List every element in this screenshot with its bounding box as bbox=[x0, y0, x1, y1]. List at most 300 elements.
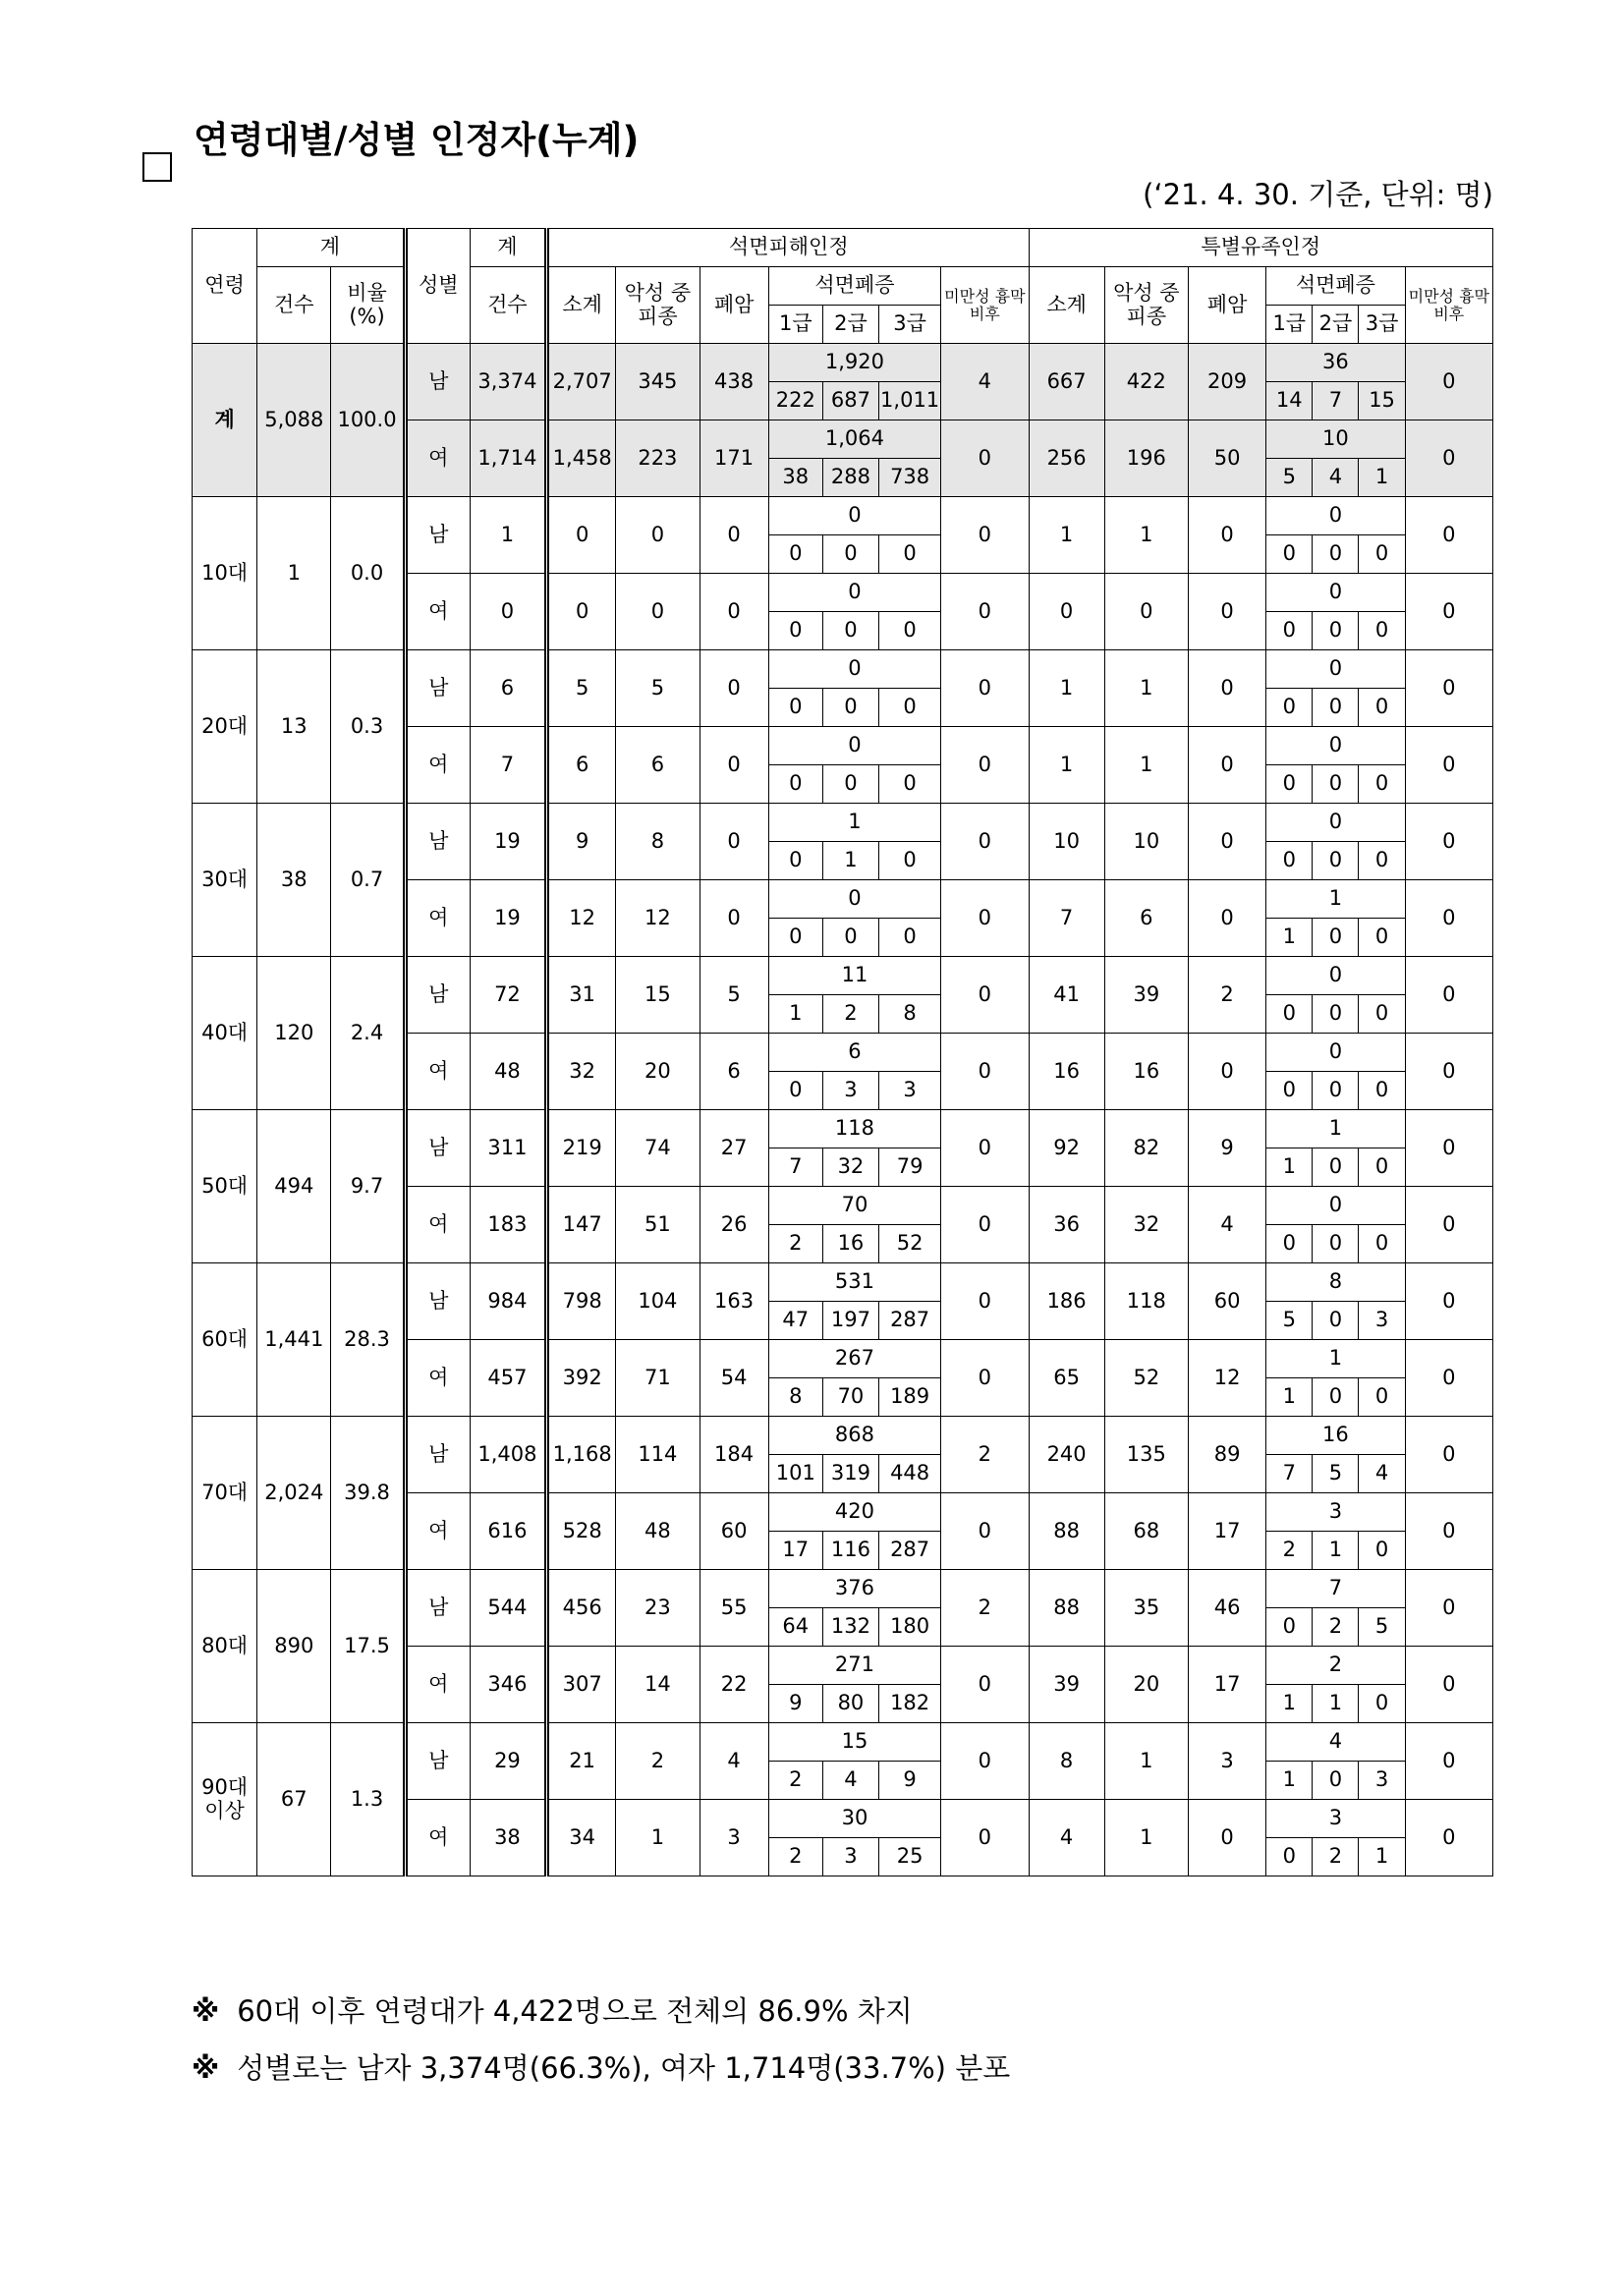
header-ratio bbox=[331, 267, 405, 344]
header-minor: 미만성 흉막비후 bbox=[941, 267, 1029, 344]
survivor-minor-cell: 0 bbox=[1405, 1187, 1492, 1263]
victim-subtotal-cell: 31 bbox=[547, 957, 616, 1034]
survivor-grade2-cell: 0 bbox=[1313, 995, 1359, 1034]
victim-meso-cell: 51 bbox=[616, 1187, 700, 1263]
header-count2: 건수 bbox=[470, 267, 546, 344]
survivor-minor-cell: 0 bbox=[1405, 1263, 1492, 1340]
victim-grade3-cell: 25 bbox=[879, 1838, 941, 1876]
header-subtotal-b: 소계 bbox=[1029, 267, 1104, 344]
victim-subtotal-cell: 34 bbox=[547, 1800, 616, 1876]
survivor-subtotal-cell: 7 bbox=[1029, 880, 1104, 957]
victim-lung-cell: 60 bbox=[700, 1493, 768, 1570]
victim-grade3-cell: 9 bbox=[879, 1762, 941, 1800]
survivor-grade3-cell: 4 bbox=[1359, 1455, 1405, 1493]
victim-asbestosis-cell: 1,064 bbox=[768, 420, 941, 459]
table-row bbox=[193, 1263, 1493, 1302]
victim-grade1-cell: 7 bbox=[768, 1148, 822, 1187]
survivor-grade2-cell: 2 bbox=[1313, 1608, 1359, 1647]
gender-cell: 남 bbox=[405, 1417, 470, 1493]
survivor-lung-cell: 0 bbox=[1188, 650, 1265, 727]
victim-subtotal-cell: 12 bbox=[547, 880, 616, 957]
table-row bbox=[193, 957, 1493, 995]
survivor-grade3-cell: 1 bbox=[1359, 459, 1405, 497]
note-mark: ※ bbox=[192, 1994, 220, 2028]
survivor-lung-cell: 46 bbox=[1188, 1570, 1265, 1647]
victim-asbestosis-cell: 376 bbox=[768, 1570, 941, 1608]
survivor-asbestosis-cell: 36 bbox=[1266, 344, 1405, 382]
gender-cell: 남 bbox=[405, 344, 470, 420]
survivor-grade2-cell: 0 bbox=[1313, 1072, 1359, 1110]
victim-lung-cell: 27 bbox=[700, 1110, 768, 1187]
victim-subtotal-cell: 32 bbox=[547, 1034, 616, 1110]
victim-lung-cell: 22 bbox=[700, 1647, 768, 1723]
survivor-subtotal-cell: 36 bbox=[1029, 1187, 1104, 1263]
victim-subtotal-cell: 0 bbox=[547, 574, 616, 650]
survivor-grade1-cell: 1 bbox=[1266, 1378, 1313, 1417]
survivor-grade2-cell: 0 bbox=[1313, 919, 1359, 957]
count-cell: 120 bbox=[257, 957, 331, 1110]
survivor-grade1-cell: 5 bbox=[1266, 1302, 1313, 1340]
victim-minor-cell: 0 bbox=[941, 1187, 1029, 1263]
total-cell: 48 bbox=[470, 1034, 546, 1110]
victim-meso-cell: 5 bbox=[616, 650, 700, 727]
victim-subtotal-cell: 219 bbox=[547, 1110, 616, 1187]
gender-cell: 여 bbox=[405, 1647, 470, 1723]
gender-cell: 여 bbox=[405, 1034, 470, 1110]
survivor-grade2-cell: 7 bbox=[1313, 382, 1359, 420]
note-mark: ※ bbox=[192, 2051, 220, 2085]
victim-minor-cell: 0 bbox=[941, 957, 1029, 1034]
survivor-asbestosis-cell: 0 bbox=[1266, 574, 1405, 612]
survivor-lung-cell: 0 bbox=[1188, 727, 1265, 804]
ratio-cell: 0.3 bbox=[331, 650, 405, 804]
header-grade2-b: 2급 bbox=[1313, 306, 1359, 344]
victim-subtotal-cell: 5 bbox=[547, 650, 616, 727]
count-cell: 890 bbox=[257, 1570, 331, 1723]
gender-cell: 남 bbox=[405, 1570, 470, 1647]
table-row bbox=[193, 1723, 1493, 1762]
survivor-grade3-cell: 15 bbox=[1359, 382, 1405, 420]
gender-cell: 여 bbox=[405, 1340, 470, 1417]
victim-subtotal-cell: 2,707 bbox=[547, 344, 616, 420]
age-cell: 70대 bbox=[193, 1417, 257, 1570]
survivor-grade3-cell: 0 bbox=[1359, 1532, 1405, 1570]
ratio-cell: 100.0 bbox=[331, 344, 405, 497]
survivor-lung-cell: 0 bbox=[1188, 1034, 1265, 1110]
gender-cell: 여 bbox=[405, 727, 470, 804]
count-cell: 1,441 bbox=[257, 1263, 331, 1417]
survivor-grade1-cell: 0 bbox=[1266, 1838, 1313, 1876]
survivor-grade2-cell: 0 bbox=[1313, 1302, 1359, 1340]
victim-minor-cell: 0 bbox=[941, 1263, 1029, 1340]
victim-grade2-cell: 16 bbox=[822, 1225, 878, 1263]
victim-grade2-cell: 3 bbox=[822, 1838, 878, 1876]
count-cell: 67 bbox=[257, 1723, 331, 1876]
victim-grade1-cell: 2 bbox=[768, 1762, 822, 1800]
survivor-subtotal-cell: 88 bbox=[1029, 1493, 1104, 1570]
victim-minor-cell: 0 bbox=[941, 1340, 1029, 1417]
survivor-grade3-cell: 0 bbox=[1359, 689, 1405, 727]
total-cell: 457 bbox=[470, 1340, 546, 1417]
survivor-meso-cell: 82 bbox=[1104, 1110, 1188, 1187]
gender-cell: 남 bbox=[405, 1263, 470, 1340]
victim-lung-cell: 171 bbox=[700, 420, 768, 497]
count-cell: 38 bbox=[257, 804, 331, 957]
victim-lung-cell: 5 bbox=[700, 957, 768, 1034]
victim-grade1-cell: 0 bbox=[768, 535, 822, 574]
survivor-asbestosis-cell: 1 bbox=[1266, 1110, 1405, 1148]
survivor-asbestosis-cell: 0 bbox=[1266, 727, 1405, 765]
survivor-asbestosis-cell: 3 bbox=[1266, 1800, 1405, 1838]
survivor-meso-cell: 32 bbox=[1104, 1187, 1188, 1263]
survivor-lung-cell: 0 bbox=[1188, 574, 1265, 650]
victim-grade1-cell: 222 bbox=[768, 382, 822, 420]
victim-minor-cell: 0 bbox=[941, 1034, 1029, 1110]
header-meso-b: 악성 중피종 bbox=[1104, 267, 1188, 344]
victim-meso-cell: 1 bbox=[616, 1800, 700, 1876]
header-grade3-b: 3급 bbox=[1359, 306, 1405, 344]
total-cell: 183 bbox=[470, 1187, 546, 1263]
victim-grade2-cell: 197 bbox=[822, 1302, 878, 1340]
survivor-grade1-cell: 0 bbox=[1266, 612, 1313, 650]
ratio-cell: 39.8 bbox=[331, 1417, 405, 1570]
total-cell: 0 bbox=[470, 574, 546, 650]
survivor-asbestosis-cell: 0 bbox=[1266, 497, 1405, 535]
victim-grade2-cell: 319 bbox=[822, 1455, 878, 1493]
victim-grade2-cell: 288 bbox=[822, 459, 878, 497]
gender-cell: 여 bbox=[405, 1187, 470, 1263]
survivor-asbestosis-cell: 0 bbox=[1266, 1187, 1405, 1225]
victim-asbestosis-cell: 420 bbox=[768, 1493, 941, 1532]
note-1 bbox=[192, 1983, 1010, 2040]
table-row bbox=[193, 650, 1493, 689]
survivor-grade3-cell: 3 bbox=[1359, 1302, 1405, 1340]
header-ratio-unit: (%) bbox=[349, 304, 385, 328]
victim-subtotal-cell: 1,458 bbox=[547, 420, 616, 497]
survivor-subtotal-cell: 667 bbox=[1029, 344, 1104, 420]
survivor-asbestosis-cell: 0 bbox=[1266, 650, 1405, 689]
ratio-cell: 0.7 bbox=[331, 804, 405, 957]
victim-lung-cell: 0 bbox=[700, 880, 768, 957]
survivor-lung-cell: 0 bbox=[1188, 880, 1265, 957]
survivor-meso-cell: 68 bbox=[1104, 1493, 1188, 1570]
survivor-minor-cell: 0 bbox=[1405, 650, 1492, 727]
survivor-minor-cell: 0 bbox=[1405, 497, 1492, 574]
survivor-minor-cell: 0 bbox=[1405, 420, 1492, 497]
victim-grade3-cell: 180 bbox=[879, 1608, 941, 1647]
victim-asbestosis-cell: 0 bbox=[768, 574, 941, 612]
header-grade1-b: 1급 bbox=[1266, 306, 1313, 344]
victim-minor-cell: 0 bbox=[941, 420, 1029, 497]
victim-asbestosis-cell: 1,920 bbox=[768, 344, 941, 382]
victim-asbestosis-cell: 15 bbox=[768, 1723, 941, 1762]
victim-meso-cell: 71 bbox=[616, 1340, 700, 1417]
gender-cell: 남 bbox=[405, 497, 470, 574]
survivor-subtotal-cell: 256 bbox=[1029, 420, 1104, 497]
survivor-grade1-cell: 0 bbox=[1266, 1072, 1313, 1110]
age-cell: 60대 bbox=[193, 1263, 257, 1417]
note-text: 60대 이후 연령대가 4,422명으로 전체의 86.9% 차지 bbox=[237, 1994, 913, 2028]
victim-minor-cell: 0 bbox=[941, 650, 1029, 727]
count-cell: 2,024 bbox=[257, 1417, 331, 1570]
survivor-grade2-cell: 0 bbox=[1313, 612, 1359, 650]
victim-grade2-cell: 132 bbox=[822, 1608, 878, 1647]
victim-minor-cell: 0 bbox=[941, 1493, 1029, 1570]
header-total2: 계 bbox=[470, 229, 546, 267]
victim-subtotal-cell: 798 bbox=[547, 1263, 616, 1340]
table-row bbox=[193, 497, 1493, 535]
survivor-asbestosis-cell: 1 bbox=[1266, 880, 1405, 919]
victim-subtotal-cell: 307 bbox=[547, 1647, 616, 1723]
survivor-meso-cell: 1 bbox=[1104, 727, 1188, 804]
header-survivor-group: 특별유족인정 bbox=[1029, 229, 1493, 267]
survivor-grade1-cell: 0 bbox=[1266, 842, 1313, 880]
survivor-asbestosis-cell: 16 bbox=[1266, 1417, 1405, 1455]
survivor-meso-cell: 6 bbox=[1104, 880, 1188, 957]
victim-grade3-cell: 0 bbox=[879, 919, 941, 957]
victim-lung-cell: 0 bbox=[700, 650, 768, 727]
victim-grade3-cell: 0 bbox=[879, 612, 941, 650]
gender-cell: 여 bbox=[405, 1493, 470, 1570]
survivor-meso-cell: 1 bbox=[1104, 1800, 1188, 1876]
survivor-grade3-cell: 0 bbox=[1359, 1378, 1405, 1417]
count-cell: 13 bbox=[257, 650, 331, 804]
survivor-asbestosis-cell: 0 bbox=[1266, 1034, 1405, 1072]
survivor-grade2-cell: 1 bbox=[1313, 1685, 1359, 1723]
victim-subtotal-cell: 147 bbox=[547, 1187, 616, 1263]
survivor-lung-cell: 2 bbox=[1188, 957, 1265, 1034]
header-total: 계 bbox=[257, 229, 405, 267]
table-row bbox=[193, 804, 1493, 842]
survivor-minor-cell: 0 bbox=[1405, 804, 1492, 880]
header-age: 연령 bbox=[193, 229, 257, 344]
victim-grade3-cell: 8 bbox=[879, 995, 941, 1034]
survivor-grade2-cell: 5 bbox=[1313, 1455, 1359, 1493]
age-cell: 50대 bbox=[193, 1110, 257, 1263]
victim-meso-cell: 2 bbox=[616, 1723, 700, 1800]
survivor-grade3-cell: 0 bbox=[1359, 1072, 1405, 1110]
ratio-cell: 1.3 bbox=[331, 1723, 405, 1876]
survivor-subtotal-cell: 39 bbox=[1029, 1647, 1104, 1723]
header-meso: 악성 중피종 bbox=[616, 267, 700, 344]
victim-asbestosis-cell: 531 bbox=[768, 1263, 941, 1302]
victim-grade2-cell: 0 bbox=[822, 689, 878, 727]
victim-lung-cell: 26 bbox=[700, 1187, 768, 1263]
survivor-asbestosis-cell: 8 bbox=[1266, 1263, 1405, 1302]
victim-asbestosis-cell: 30 bbox=[768, 1800, 941, 1838]
age-cell: 30대 bbox=[193, 804, 257, 957]
victim-meso-cell: 0 bbox=[616, 574, 700, 650]
survivor-grade3-cell: 0 bbox=[1359, 842, 1405, 880]
victim-grade2-cell: 3 bbox=[822, 1072, 878, 1110]
header-grade3: 3급 bbox=[879, 306, 941, 344]
victim-subtotal-cell: 21 bbox=[547, 1723, 616, 1800]
survivor-subtotal-cell: 240 bbox=[1029, 1417, 1104, 1493]
victim-meso-cell: 14 bbox=[616, 1647, 700, 1723]
title-text: 연령대별/성별 인정자(누계) bbox=[194, 119, 640, 161]
survivor-grade2-cell: 0 bbox=[1313, 1148, 1359, 1187]
survivor-subtotal-cell: 4 bbox=[1029, 1800, 1104, 1876]
victim-minor-cell: 2 bbox=[941, 1417, 1029, 1493]
survivor-grade3-cell: 0 bbox=[1359, 919, 1405, 957]
survivor-grade3-cell: 0 bbox=[1359, 612, 1405, 650]
victim-meso-cell: 20 bbox=[616, 1034, 700, 1110]
victim-grade1-cell: 0 bbox=[768, 689, 822, 727]
survivor-minor-cell: 0 bbox=[1405, 1110, 1492, 1187]
survivor-subtotal-cell: 41 bbox=[1029, 957, 1104, 1034]
victim-grade2-cell: 4 bbox=[822, 1762, 878, 1800]
survivor-minor-cell: 0 bbox=[1405, 880, 1492, 957]
victim-grade3-cell: 1,011 bbox=[879, 382, 941, 420]
victim-meso-cell: 48 bbox=[616, 1493, 700, 1570]
survivor-meso-cell: 135 bbox=[1104, 1417, 1188, 1493]
survivor-grade3-cell: 0 bbox=[1359, 765, 1405, 804]
total-cell: 616 bbox=[470, 1493, 546, 1570]
victim-minor-cell: 0 bbox=[941, 1110, 1029, 1187]
header-asbestosis-b: 석면폐증 bbox=[1266, 267, 1405, 306]
survivor-grade2-cell: 4 bbox=[1313, 459, 1359, 497]
victim-grade3-cell: 182 bbox=[879, 1685, 941, 1723]
survivor-meso-cell: 20 bbox=[1104, 1647, 1188, 1723]
table-row bbox=[193, 1417, 1493, 1455]
count-cell: 5,088 bbox=[257, 344, 331, 497]
victim-minor-cell: 2 bbox=[941, 1570, 1029, 1647]
survivor-meso-cell: 196 bbox=[1104, 420, 1188, 497]
victim-grade2-cell: 1 bbox=[822, 842, 878, 880]
survivor-meso-cell: 118 bbox=[1104, 1263, 1188, 1340]
survivor-lung-cell: 12 bbox=[1188, 1340, 1265, 1417]
survivor-grade1-cell: 1 bbox=[1266, 1148, 1313, 1187]
survivor-meso-cell: 52 bbox=[1104, 1340, 1188, 1417]
victim-grade2-cell: 32 bbox=[822, 1148, 878, 1187]
victim-lung-cell: 0 bbox=[700, 574, 768, 650]
victim-meso-cell: 23 bbox=[616, 1570, 700, 1647]
header-minor-b: 미만성 흉막비후 bbox=[1405, 267, 1492, 344]
victim-lung-cell: 0 bbox=[700, 727, 768, 804]
total-cell: 346 bbox=[470, 1647, 546, 1723]
victim-minor-cell: 0 bbox=[941, 1800, 1029, 1876]
victim-lung-cell: 0 bbox=[700, 804, 768, 880]
header-ratio-label: 비율 bbox=[347, 280, 387, 305]
victim-grade1-cell: 47 bbox=[768, 1302, 822, 1340]
notes bbox=[192, 1983, 1010, 2097]
header-grade2: 2급 bbox=[822, 306, 878, 344]
survivor-grade2-cell: 0 bbox=[1313, 1378, 1359, 1417]
victim-meso-cell: 114 bbox=[616, 1417, 700, 1493]
survivor-grade1-cell: 1 bbox=[1266, 919, 1313, 957]
survivor-grade2-cell: 0 bbox=[1313, 689, 1359, 727]
survivor-subtotal-cell: 88 bbox=[1029, 1570, 1104, 1647]
survivor-lung-cell: 0 bbox=[1188, 1800, 1265, 1876]
survivor-lung-cell: 3 bbox=[1188, 1723, 1265, 1800]
age-cell: 80대 bbox=[193, 1570, 257, 1723]
victim-grade1-cell: 0 bbox=[768, 842, 822, 880]
victim-asbestosis-cell: 1 bbox=[768, 804, 941, 842]
survivor-asbestosis-cell: 7 bbox=[1266, 1570, 1405, 1608]
gender-cell: 여 bbox=[405, 1800, 470, 1876]
checkbox-icon bbox=[142, 152, 172, 182]
survivor-lung-cell: 17 bbox=[1188, 1647, 1265, 1723]
victim-meso-cell: 345 bbox=[616, 344, 700, 420]
age-cell: 20대 bbox=[193, 650, 257, 804]
victim-minor-cell: 0 bbox=[941, 497, 1029, 574]
survivor-asbestosis-cell: 4 bbox=[1266, 1723, 1405, 1762]
victim-grade1-cell: 0 bbox=[768, 612, 822, 650]
victim-grade1-cell: 38 bbox=[768, 459, 822, 497]
survivor-subtotal-cell: 186 bbox=[1029, 1263, 1104, 1340]
victim-grade3-cell: 3 bbox=[879, 1072, 941, 1110]
survivor-grade1-cell: 0 bbox=[1266, 995, 1313, 1034]
victim-subtotal-cell: 392 bbox=[547, 1340, 616, 1417]
age-cell: 10대 bbox=[193, 497, 257, 650]
gender-cell: 남 bbox=[405, 1723, 470, 1800]
victim-grade3-cell: 52 bbox=[879, 1225, 941, 1263]
survivor-minor-cell: 0 bbox=[1405, 574, 1492, 650]
victim-asbestosis-cell: 0 bbox=[768, 650, 941, 689]
count-cell: 494 bbox=[257, 1110, 331, 1263]
table-row bbox=[193, 1570, 1493, 1608]
note-2 bbox=[192, 2040, 1010, 2097]
total-cell: 1,714 bbox=[470, 420, 546, 497]
survivor-grade2-cell: 0 bbox=[1313, 1762, 1359, 1800]
victim-minor-cell: 0 bbox=[941, 804, 1029, 880]
survivor-grade3-cell: 0 bbox=[1359, 995, 1405, 1034]
total-cell: 3,374 bbox=[470, 344, 546, 420]
victim-grade3-cell: 0 bbox=[879, 689, 941, 727]
victim-grade1-cell: 17 bbox=[768, 1532, 822, 1570]
victim-lung-cell: 0 bbox=[700, 497, 768, 574]
victim-grade2-cell: 0 bbox=[822, 535, 878, 574]
survivor-meso-cell: 16 bbox=[1104, 1034, 1188, 1110]
note-text: 성별로는 남자 3,374명(66.3%), 여자 1,714명(33.7%) 분포 bbox=[237, 2051, 1011, 2085]
survivor-lung-cell: 60 bbox=[1188, 1263, 1265, 1340]
total-cell: 1 bbox=[470, 497, 546, 574]
victim-grade3-cell: 738 bbox=[879, 459, 941, 497]
survivor-meso-cell: 39 bbox=[1104, 957, 1188, 1034]
victim-asbestosis-cell: 0 bbox=[768, 880, 941, 919]
survivor-grade1-cell: 0 bbox=[1266, 1608, 1313, 1647]
victim-grade3-cell: 287 bbox=[879, 1532, 941, 1570]
victim-asbestosis-cell: 271 bbox=[768, 1647, 941, 1685]
victim-grade1-cell: 0 bbox=[768, 765, 822, 804]
survivor-minor-cell: 0 bbox=[1405, 344, 1492, 420]
victim-grade3-cell: 0 bbox=[879, 535, 941, 574]
total-cell: 984 bbox=[470, 1263, 546, 1340]
survivor-meso-cell: 1 bbox=[1104, 650, 1188, 727]
gender-cell: 여 bbox=[405, 880, 470, 957]
survivor-grade2-cell: 0 bbox=[1313, 842, 1359, 880]
survivor-grade1-cell: 5 bbox=[1266, 459, 1313, 497]
total-cell: 6 bbox=[470, 650, 546, 727]
ratio-cell: 0.0 bbox=[331, 497, 405, 650]
survivor-lung-cell: 9 bbox=[1188, 1110, 1265, 1187]
victim-grade1-cell: 0 bbox=[768, 919, 822, 957]
table-body bbox=[193, 229, 1493, 1876]
survivor-grade1-cell: 1 bbox=[1266, 1685, 1313, 1723]
survivor-grade3-cell: 1 bbox=[1359, 1838, 1405, 1876]
survivor-minor-cell: 0 bbox=[1405, 1493, 1492, 1570]
survivor-lung-cell: 209 bbox=[1188, 344, 1265, 420]
survivor-grade1-cell: 2 bbox=[1266, 1532, 1313, 1570]
total-cell: 19 bbox=[470, 880, 546, 957]
victim-asbestosis-cell: 0 bbox=[768, 497, 941, 535]
survivor-lung-cell: 0 bbox=[1188, 804, 1265, 880]
victim-grade1-cell: 2 bbox=[768, 1838, 822, 1876]
survivor-asbestosis-cell: 10 bbox=[1266, 420, 1405, 459]
unit-note: (‘21. 4. 30. 기준, 단위: 명) bbox=[1143, 178, 1493, 211]
ratio-cell: 28.3 bbox=[331, 1263, 405, 1417]
victim-grade2-cell: 0 bbox=[822, 612, 878, 650]
